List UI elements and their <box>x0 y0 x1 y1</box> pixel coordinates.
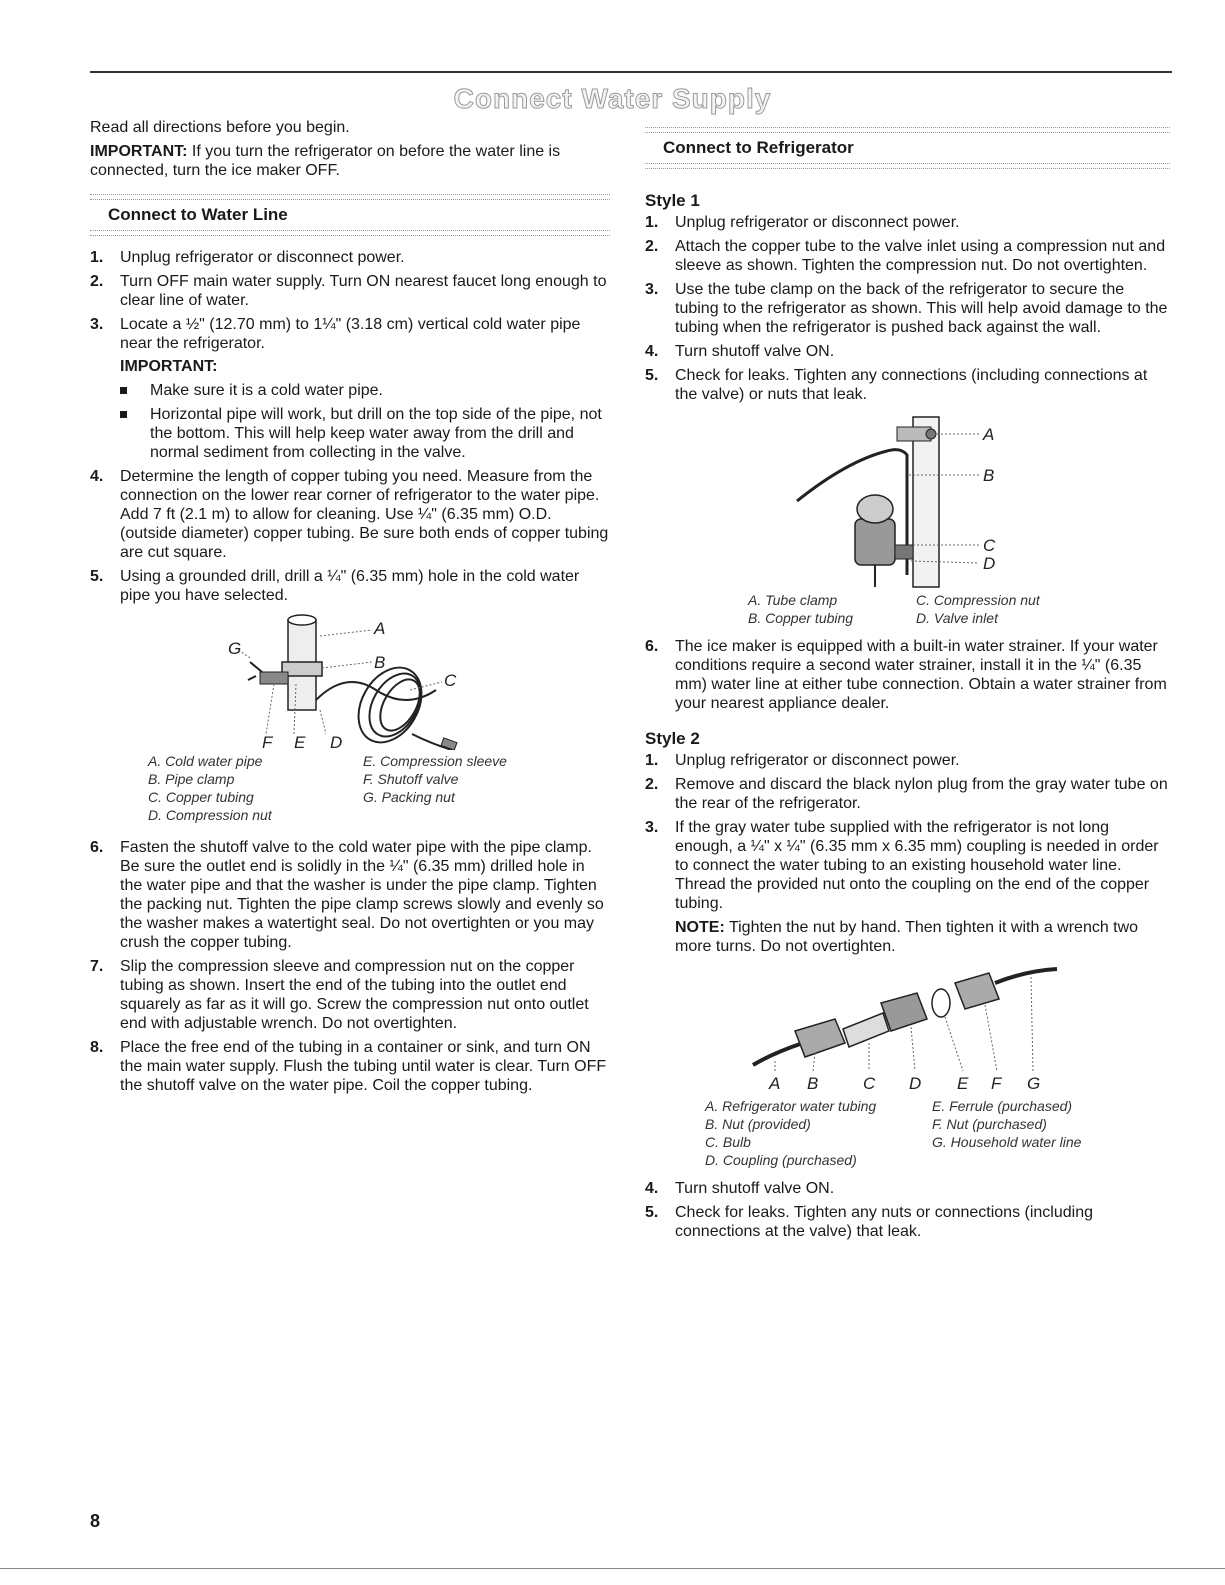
shutoff-valve-illustration <box>90 610 610 750</box>
legend-item: G. Packing nut <box>363 789 455 805</box>
step-text: Unplug refrigerator or disconnect power. <box>675 214 960 231</box>
figure-label: C <box>444 671 457 690</box>
legend-item: B. Pipe clamp <box>148 771 235 787</box>
water-line-steps-continued <box>90 838 610 1095</box>
list-item <box>645 366 1170 404</box>
bullet-item <box>120 381 610 400</box>
figure-label: F <box>991 1074 1002 1093</box>
page-title: Connect Water Supply <box>453 83 772 114</box>
figure-label: C <box>983 536 996 555</box>
list-item <box>645 280 1170 337</box>
figure-label: G <box>1027 1074 1041 1093</box>
legend-item <box>363 806 563 824</box>
step-text: Determine the length of copper tubing you need. Measure from the connection on the lower rear corner of refrigerator to the water pipe. Add 7 ft (2.1 m) to allow for cleaning. Use ¼" (6.35 mm) O.D. (outside diameter) copper tubing. Be sure both ends of copper tubing are cut square. <box>120 468 609 561</box>
legend-item: E. Compression sleeve <box>363 753 507 769</box>
pipe-top-shape <box>288 615 316 625</box>
legend-item: A. Tube clamp <box>748 592 838 608</box>
step-text: Place the free end of the tubing in a container or sink, and turn ON the main water supply. Flush the tubing until water is clear. Turn OFF the shutoff valve on the water pipe. Coil the copper tubing. <box>120 1039 607 1094</box>
style2-title: Style 2 <box>645 729 700 748</box>
legend-item: F. Shutoff valve <box>363 771 459 787</box>
water-line-heading-block <box>90 194 610 236</box>
step-number: 6. <box>645 638 659 655</box>
step-number: 1. <box>90 249 104 266</box>
intro-important <box>90 142 610 180</box>
leader-line <box>985 1005 997 1071</box>
refrigerator-heading-block <box>645 127 1170 169</box>
style1-title: Style 1 <box>645 191 700 210</box>
step-text: Check for leaks. Tighten any connections (including connections at the valve) or nuts that leak. <box>675 367 1148 403</box>
list-item <box>90 315 610 462</box>
leader-line <box>322 662 372 668</box>
refrigerator-heading: Connect to Refrigerator <box>663 138 854 157</box>
step-text: If the gray water tube supplied with the refrigerator is not long enough, a ¼" x ¼" (6.35 mm x 6.35 mm) coupling is needed in order to connect the water tubing to an existing household water line. Thread the provided nut onto the coupling on the end of the copper tubing. <box>675 819 1159 912</box>
top-rule <box>90 71 1172 73</box>
step-number: 3. <box>645 281 659 298</box>
list-item <box>645 237 1170 275</box>
step-number: 4. <box>645 1180 659 1197</box>
step-text: Unplug refrigerator or disconnect power. <box>675 752 960 769</box>
important-bullets <box>120 381 610 462</box>
style2-steps <box>645 751 1170 956</box>
household-water-line-shape <box>995 969 1057 983</box>
step-text: Turn OFF main water supply. Turn ON nearest faucet long enough to clear line of water. <box>120 273 607 309</box>
list-item <box>645 342 1170 361</box>
coupling-illustration <box>645 961 1170 1093</box>
bullet-item <box>120 405 610 462</box>
step-number: 1. <box>645 214 659 231</box>
step-number: 8. <box>90 1039 104 1056</box>
list-item <box>90 272 610 310</box>
important-label: IMPORTANT: <box>120 358 218 375</box>
intro-important-label: IMPORTANT: <box>90 143 188 160</box>
list-item <box>645 1203 1170 1241</box>
shutoff-valve-shape <box>260 672 288 684</box>
step-text: Slip the compression sleeve and compression nut on the copper tubing as shown. Insert the end of the tubing into the outlet end squarely as far as it will go. Screw the compression nut onto outlet end with adjustable wrench. Do not overtighten. <box>120 958 589 1032</box>
legend-item: C. Compression nut <box>916 592 1040 608</box>
refrigerator-tubing-shape <box>753 1043 803 1065</box>
step-text: The ice maker is equipped with a built-in water strainer. If your water conditions require a second water strainer, install it in the ¼" (6.35 mm) water line at either tube connection. Obtain a water strainer from your nearest appliance dealer. <box>675 638 1167 712</box>
list-item <box>90 467 610 562</box>
legend-item <box>932 1151 1142 1169</box>
legend-item: B. Copper tubing <box>748 610 854 626</box>
step-text: Turn shutoff valve ON. <box>675 1180 835 1197</box>
list-item <box>90 567 610 605</box>
step-text: Fasten the shutoff valve to the cold water pipe with the pipe clamp. Be sure the outlet end is solidly in the ¼" (6.35 mm) drilled hole in the water pipe and that the washer is under the pipe clamp. Tighten the packing nut. Tighten the pipe clamp screws slowly and evenly so the washer makes a watertight seal. Do not overtighten or you may crush the copper tubing. <box>120 839 604 951</box>
water-line-heading: Connect to Water Line <box>108 205 288 224</box>
figure-label: D <box>909 1074 922 1093</box>
figure-label: E <box>957 1074 969 1093</box>
step-number: 5. <box>90 568 104 585</box>
figure-label: G <box>228 639 242 658</box>
step-number: 3. <box>645 819 659 836</box>
heading-rule-bottom <box>90 230 610 236</box>
legend-item: B. Nut (provided) <box>705 1116 811 1132</box>
figure-label: C <box>863 1074 876 1093</box>
list-item <box>645 213 1170 232</box>
list-item <box>90 1038 610 1095</box>
list-item <box>90 248 610 267</box>
figure-legend <box>705 1097 1170 1169</box>
note-text: Tighten the nut by hand. Then tighten it with a wrench two more turns. Do not overtighten. <box>675 919 1139 955</box>
figure-label: A <box>374 619 386 638</box>
step-text: Remove and discard the black nylon plug from the gray water tube on the rear of the refrigerator. <box>675 776 1168 812</box>
step-text: Check for leaks. Tighten any nuts or connections (including connections at the valve) that leak. <box>675 1204 1094 1240</box>
step-number: 6. <box>90 839 104 856</box>
leader-line <box>410 682 442 690</box>
step-number: 1. <box>645 752 659 769</box>
list-item <box>645 775 1170 813</box>
leader-line <box>266 684 274 734</box>
right-column <box>645 127 1170 1246</box>
note-label: NOTE: <box>675 919 725 936</box>
coupling-shape <box>881 993 927 1031</box>
step-text: Unplug refrigerator or disconnect power. <box>120 249 405 266</box>
style2-steps-continued <box>645 1179 1170 1241</box>
leader-line <box>911 1027 915 1071</box>
legend-item: D. Compression nut <box>148 807 272 823</box>
compression-nut-shape <box>895 545 913 559</box>
style1-steps-continued <box>645 637 1170 713</box>
leader-line <box>1031 977 1033 1071</box>
page-number: 8 <box>90 1511 101 1531</box>
list-item <box>645 751 1170 770</box>
valve-coil-shape <box>857 495 893 523</box>
legend-item: E. Ferrule (purchased) <box>932 1098 1073 1114</box>
legend-item: C. Copper tubing <box>148 789 254 805</box>
legend-item: G. Household water line <box>932 1134 1082 1150</box>
step-text: Attach the copper tube to the valve inlet using a compression nut and sleeve as shown. Tighten the compression nut. Do not overtighten. <box>675 238 1166 274</box>
step-number: 2. <box>645 238 659 255</box>
nut-provided-shape <box>795 1019 845 1057</box>
step-text: Turn shutoff valve ON. <box>675 343 835 360</box>
intro-important-text: If you turn the refrigerator on before the water line is connected, turn the ice maker OFF. <box>90 143 561 179</box>
style2-figure <box>645 961 1170 1169</box>
bullet-text: Make sure it is a cold water pipe. <box>150 382 383 399</box>
step-number: 5. <box>645 367 659 384</box>
figure-label: D <box>330 733 343 750</box>
leader-line <box>813 1053 815 1071</box>
bullet-square-icon <box>120 387 127 394</box>
tube-clamp-illustration <box>645 409 1170 589</box>
left-column <box>90 118 610 1100</box>
figure-legend <box>748 591 1170 627</box>
ferrule-shape <box>932 989 950 1017</box>
legend-item: C. Bulb <box>705 1134 751 1150</box>
style2-note <box>675 918 1170 956</box>
list-item <box>645 818 1170 956</box>
step-text: Use the tube clamp on the back of the refrigerator to secure the tubing to the refrigerator as shown. This will help avoid damage to the tubing when the refrigerator is pushed back against the wall. <box>675 281 1168 336</box>
figure-label: F <box>262 733 273 750</box>
list-item <box>645 637 1170 713</box>
step-number: 4. <box>90 468 104 485</box>
figure-legend <box>148 752 610 824</box>
step-number: 5. <box>645 1204 659 1221</box>
figure-label: B <box>983 466 995 485</box>
legend-item: F. Nut (purchased) <box>932 1116 1047 1132</box>
bullet-square-icon <box>120 411 127 418</box>
intro-read: Read all directions before you begin. <box>90 119 350 136</box>
bullet-text: Horizontal pipe will work, but drill on the top side of the pipe, not the bottom. This will help keep water away from the drill and normal sediment from collecting in the valve. <box>150 406 602 461</box>
bulb-shape <box>843 1013 889 1047</box>
figure-label: A <box>983 425 995 444</box>
step-number: 4. <box>645 343 659 360</box>
nut-purchased-shape <box>955 973 999 1009</box>
step-number: 2. <box>90 273 104 290</box>
list-item <box>90 838 610 952</box>
figure-label: A <box>769 1074 781 1093</box>
valve-body-shape <box>855 519 895 565</box>
bottom-rule <box>0 1568 1225 1569</box>
legend-item: A. Cold water pipe <box>148 753 263 769</box>
leader-line <box>320 630 372 636</box>
figure-label: E <box>294 733 306 750</box>
water-line-steps <box>90 248 610 605</box>
figure-label: D <box>983 554 996 573</box>
figure-label: B <box>374 653 386 672</box>
list-item <box>90 957 610 1033</box>
clamp-screw-shape <box>926 429 936 439</box>
legend-item: D. Coupling (purchased) <box>705 1152 857 1168</box>
shutoff-valve-figure <box>90 610 610 824</box>
list-item <box>645 1179 1170 1198</box>
legend-item: A. Refrigerator water tubing <box>705 1098 877 1114</box>
leader-line <box>945 1017 963 1071</box>
step-text: Locate a ½" (12.70 mm) to 1¼" (3.18 cm) vertical cold water pipe near the refrigerator. <box>120 316 581 352</box>
step-number: 2. <box>645 776 659 793</box>
figure-label: B <box>807 1074 819 1093</box>
step-text: Using a grounded drill, drill a ¼" (6.35 mm) hole in the cold water pipe you have selected. <box>120 568 580 604</box>
step-number: 3. <box>90 316 104 333</box>
heading-rule-bottom <box>645 163 1170 169</box>
style1-figure <box>645 409 1170 627</box>
step-number: 7. <box>90 958 104 975</box>
leader-line <box>320 710 326 734</box>
legend-item: D. Valve inlet <box>916 610 998 626</box>
style1-steps <box>645 213 1170 404</box>
